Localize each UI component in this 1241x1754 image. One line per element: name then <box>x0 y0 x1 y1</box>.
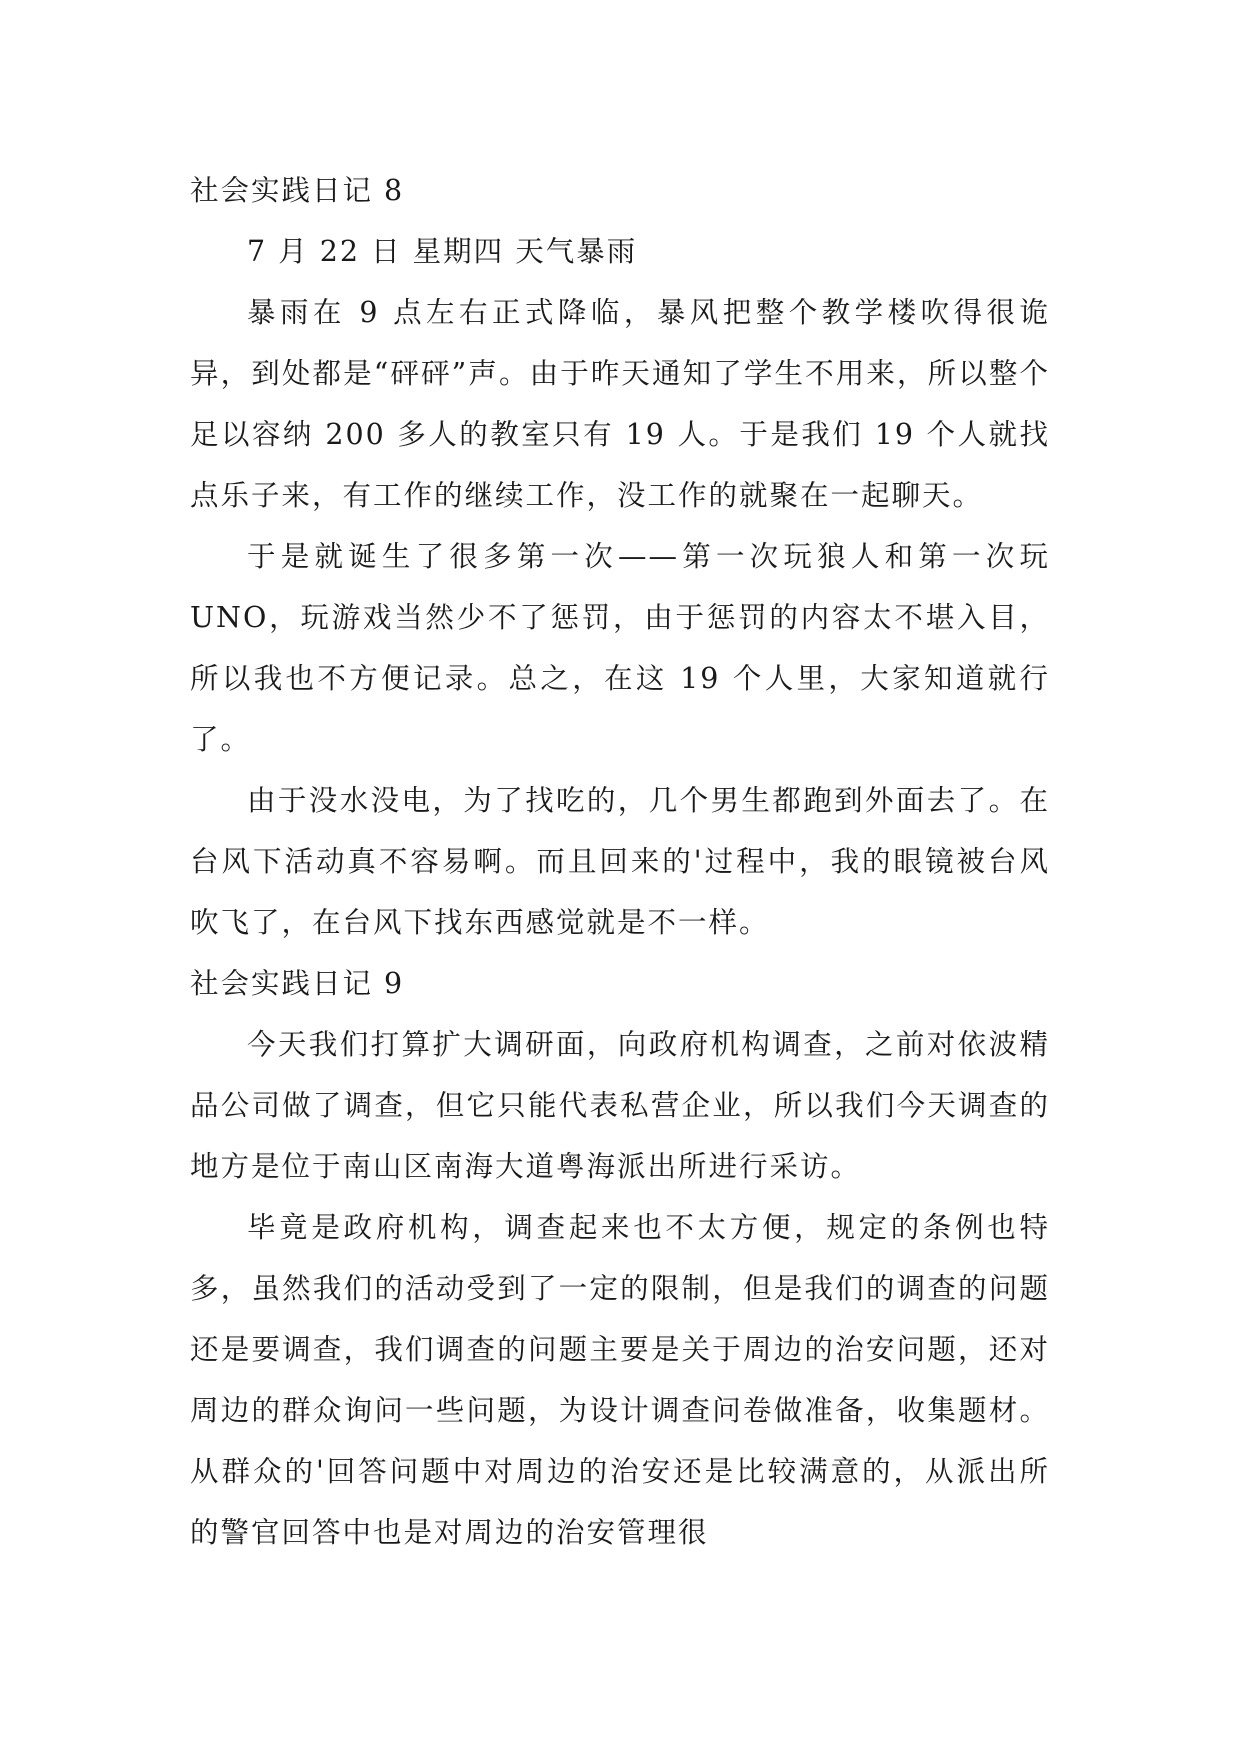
diary-title-9: 社会实践日记 9 <box>190 967 405 1000</box>
diary-paragraph: 于是就诞生了很多第一次——第一次玩狼人和第一次玩 UNO，玩游戏当然少不了惩罚，由于惩罚的内容太不堪入目，所以我也不方便记录。总之，在这 19 个人里，大家知道就行了。 <box>190 540 1050 756</box>
diary-paragraph: 由于没水没电，为了找吃的，几个男生都跑到外面去了。在台风下活动真不容易啊。而且回来的'过程中，我的眼镜被台风吹飞了，在台风下找东西感觉就是不一样。 <box>190 784 1050 939</box>
diary-paragraph: 暴雨在 9 点左右正式降临，暴风把整个教学楼吹得很诡异，到处都是“砰砰”声。由于昨天通知了学生不用来，所以整个足以容纳 200 多人的教室只有 19 人。于是我们 19 个人就找点乐子来，有工作的继续工作，没工作的就聚在一起聊天。 <box>190 296 1050 512</box>
diary-title-8: 社会实践日记 8 <box>190 174 405 207</box>
document-body <box>190 160 1050 1563</box>
diary-paragraph: 毕竟是政府机构，调查起来也不太方便，规定的条例也特多，虽然我们的活动受到了一定的限制，但是我们的调查的问题还是要调查，我们调查的问题主要是关于周边的治安问题，还对周边的群众询问一些问题，为设计调查问卷做准备，收集题材。从群众的'回答问题中对周边的治安还是比较满意的，从派出所的警官回答中也是对周边的治安管理很 <box>190 1211 1050 1549</box>
diary-date-line: 7 月 22 日 星期四 天气暴雨 <box>247 235 638 268</box>
diary-paragraph: 今天我们打算扩大调研面，向政府机构调查，之前对依波精品公司做了调查，但它只能代表私营企业，所以我们今天调查的地方是位于南山区南海大道粤海派出所进行采访。 <box>190 1028 1050 1183</box>
